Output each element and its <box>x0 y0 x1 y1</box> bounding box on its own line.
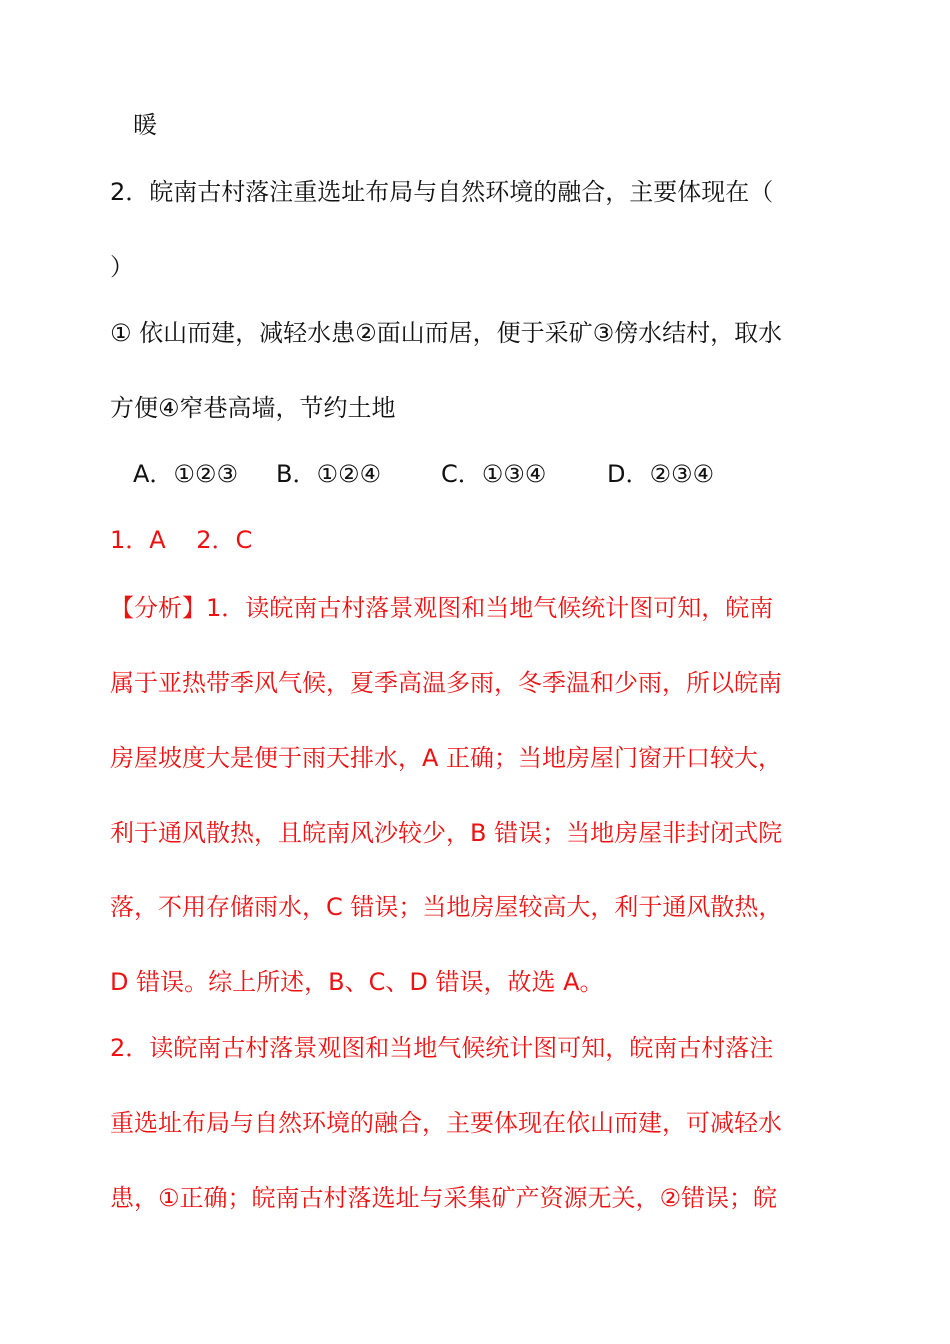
analysis-line: 利于通风散热，且皖南风沙较少，B 错误；当地房屋非封闭式院 <box>110 819 783 847</box>
analysis-line: 患，①正确；皖南古村落选址与采集矿产资源无关，②错误；皖 <box>110 1184 778 1212</box>
analysis-line: 重选址布局与自然环境的融合，主要体现在依山而建，可减轻水 <box>110 1109 782 1137</box>
analysis-line: 属于亚热带季风气候，夏季高温多雨，冬季温和少雨，所以皖南 <box>110 669 782 697</box>
answers-line: 1．A 2．C <box>110 526 253 554</box>
question-2-statements-line-2: 方便④窄巷高墙，节约土地 <box>110 394 396 422</box>
analysis-line: 房屋坡度大是便于雨天排水，A 正确；当地房屋门窗开口较大， <box>110 744 783 772</box>
continued-text-line: 暖 <box>133 111 157 139</box>
option-b: B．①②④ <box>276 460 382 488</box>
option-d: D．②③④ <box>607 460 715 488</box>
analysis-line: 【分析】1．读皖南古村落景观图和当地气候统计图可知，皖南 <box>110 594 774 622</box>
question-2-stem-line-1: 2．皖南古村落注重选址布局与自然环境的融合，主要体现在（ <box>110 178 774 206</box>
analysis-line: D 错误。综上所述，B、C、D 错误，故选 A。 <box>110 968 604 996</box>
question-2-stem-line-2: ） <box>110 253 134 281</box>
question-2-statements-line-1: ① 依山而建，减轻水患②面山而居，便于采矿③傍水结村，取水 <box>110 319 783 347</box>
option-c: C．①③④ <box>441 460 547 488</box>
analysis-line: 2．读皖南古村落景观图和当地气候统计图可知，皖南古村落注 <box>110 1034 774 1062</box>
analysis-line: 落，不用存储雨水，C 错误；当地房屋较高大，利于通风散热， <box>110 893 783 921</box>
option-a: A．①②③ <box>133 460 238 488</box>
